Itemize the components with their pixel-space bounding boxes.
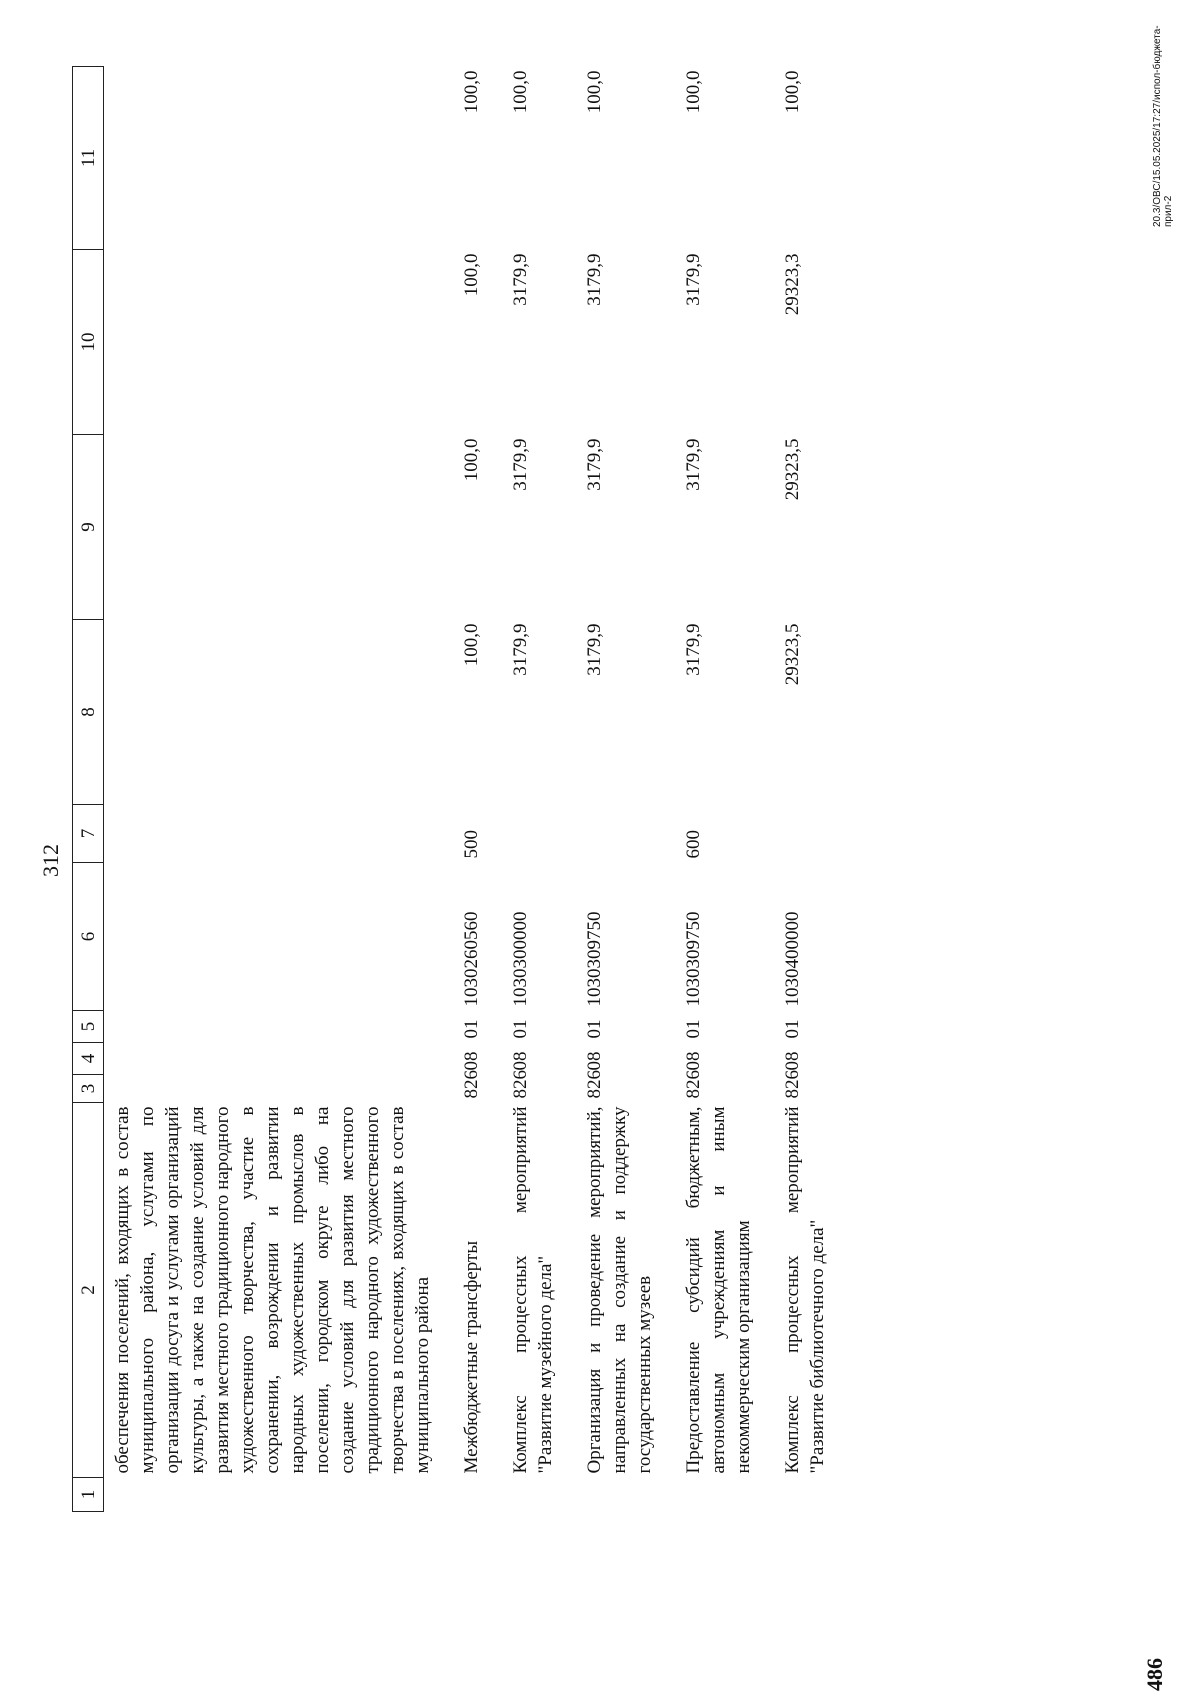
column-header-11: 11 <box>73 67 104 250</box>
cell-col-6: 1030309750 <box>584 911 605 1007</box>
cell-col-9: 3179,9 <box>510 438 531 491</box>
cell-col-11 <box>104 67 454 250</box>
cell-col-2: Межбюджетные трансферты <box>461 1240 482 1474</box>
cell-col-6: 1030260560 <box>461 911 482 1007</box>
cell-col-1 <box>453 1478 502 1512</box>
column-header-4: 4 <box>73 1043 104 1075</box>
column-header-9: 9 <box>73 435 104 620</box>
cell-col-5 <box>104 1011 454 1043</box>
cell-col-1 <box>675 1478 774 1512</box>
cell-col-1 <box>104 1478 454 1512</box>
table-row <box>502 67 576 1512</box>
cell-col-3: 826 <box>461 1070 482 1099</box>
table-body <box>104 67 849 1512</box>
cell-col-5: 01 <box>584 1019 605 1039</box>
cell-col-7: 600 <box>683 830 704 859</box>
cell-col-6: 1030400000 <box>782 911 803 1007</box>
cell-col-7: 500 <box>461 830 482 859</box>
cell-col-9: 3179,9 <box>683 438 704 491</box>
column-header-7: 7 <box>73 805 104 863</box>
budget-execution-table <box>72 66 848 1512</box>
cell-col-2: Комплекс процессных мероприятий "Развитие музейного дела" <box>510 1106 556 1474</box>
cell-col-8: 100,0 <box>461 623 482 667</box>
cell-col-10 <box>104 250 454 435</box>
cell-col-10: 3179,9 <box>510 253 531 306</box>
cell-col-3: 826 <box>510 1070 531 1099</box>
cell-col-3: 826 <box>683 1070 704 1099</box>
cell-col-11: 100,0 <box>510 70 531 114</box>
column-header-5: 5 <box>73 1011 104 1043</box>
cell-col-4 <box>104 1043 454 1075</box>
cell-col-11: 100,0 <box>461 70 482 114</box>
page-number: 312 <box>38 844 63 877</box>
cell-col-10: 3179,9 <box>584 253 605 306</box>
table-row <box>453 67 502 1512</box>
column-header-8: 8 <box>73 620 104 805</box>
cell-col-10: 100,0 <box>461 253 482 297</box>
column-header-2: 2 <box>73 1103 104 1478</box>
cell-col-8 <box>104 620 454 805</box>
table-row <box>675 67 774 1512</box>
cell-col-10: 29323,3 <box>782 253 803 316</box>
column-header-6: 6 <box>73 863 104 1011</box>
cell-col-2: Комплекс процессных мероприятий "Развитие библиотечного дела" <box>782 1106 828 1474</box>
column-header-3: 3 <box>73 1075 104 1103</box>
cell-col-6: 1030309750 <box>683 911 704 1007</box>
table-row <box>576 67 675 1512</box>
column-header-10: 10 <box>73 250 104 435</box>
cell-col-5: 01 <box>683 1019 704 1039</box>
cell-col-8: 3179,9 <box>584 623 605 676</box>
cell-col-7 <box>774 805 848 863</box>
cell-col-1 <box>576 1478 675 1512</box>
cell-col-10: 3179,9 <box>683 253 704 306</box>
cell-col-9: 100,0 <box>461 438 482 482</box>
cell-col-6 <box>104 863 454 1011</box>
cell-col-5: 01 <box>510 1019 531 1039</box>
cell-col-2: Предоставление субсидий бюджетным, автономным учреждениям и иным некоммерческим организациям <box>683 1106 754 1474</box>
cell-col-4: 08 <box>683 1051 704 1071</box>
cell-col-1 <box>502 1478 576 1512</box>
cell-col-9: 29323,5 <box>782 438 803 501</box>
cell-col-8: 29323,5 <box>782 623 803 686</box>
cell-col-4: 08 <box>510 1051 531 1071</box>
cell-col-11: 100,0 <box>683 70 704 114</box>
table-header-row <box>73 67 104 1512</box>
table-row <box>774 67 848 1512</box>
cell-col-3: 826 <box>782 1070 803 1099</box>
footer-page-number: 486 <box>1142 1658 1167 1691</box>
cell-col-4: 08 <box>461 1051 482 1071</box>
cell-col-7 <box>104 805 454 863</box>
cell-col-9: 3179,9 <box>584 438 605 491</box>
cell-col-4: 08 <box>584 1051 605 1071</box>
cell-col-1 <box>774 1478 848 1512</box>
cell-col-2: обеспечения поселений, входящих в состав муниципального района, услугами по организации досуга и услугами организаций культуры, а также на создание условий для развития местного традиционного народного художественного творчества, участие в сохранении, возрождении и развитии народных художественных промыслов в поселении, городском округе либо на создание условий для развития местного традиционного народного художественного творчества в поселениях, входящих в состав муниципального района <box>112 1106 433 1474</box>
document-code: 20.3/ОВС/15.05.2025/17:27/испол-бюджета-прил-2 <box>1152 25 1174 227</box>
cell-col-5: 01 <box>782 1019 803 1039</box>
cell-col-4: 08 <box>782 1051 803 1071</box>
cell-col-3 <box>104 1075 454 1103</box>
cell-col-7 <box>576 805 675 863</box>
cell-col-8: 3179,9 <box>510 623 531 676</box>
cell-col-2: Организация и проведение мероприятий, направленных на создание и поддержку государственных музеев <box>584 1106 655 1474</box>
column-header-1: 1 <box>73 1478 104 1512</box>
table-row <box>104 67 454 1512</box>
cell-col-11: 100,0 <box>782 70 803 114</box>
cell-col-9 <box>104 435 454 620</box>
cell-col-6: 1030300000 <box>510 911 531 1007</box>
cell-col-3: 826 <box>584 1070 605 1099</box>
cell-col-11: 100,0 <box>584 70 605 114</box>
cell-col-5: 01 <box>461 1019 482 1039</box>
cell-col-8: 3179,9 <box>683 623 704 676</box>
cell-col-7 <box>502 805 576 863</box>
